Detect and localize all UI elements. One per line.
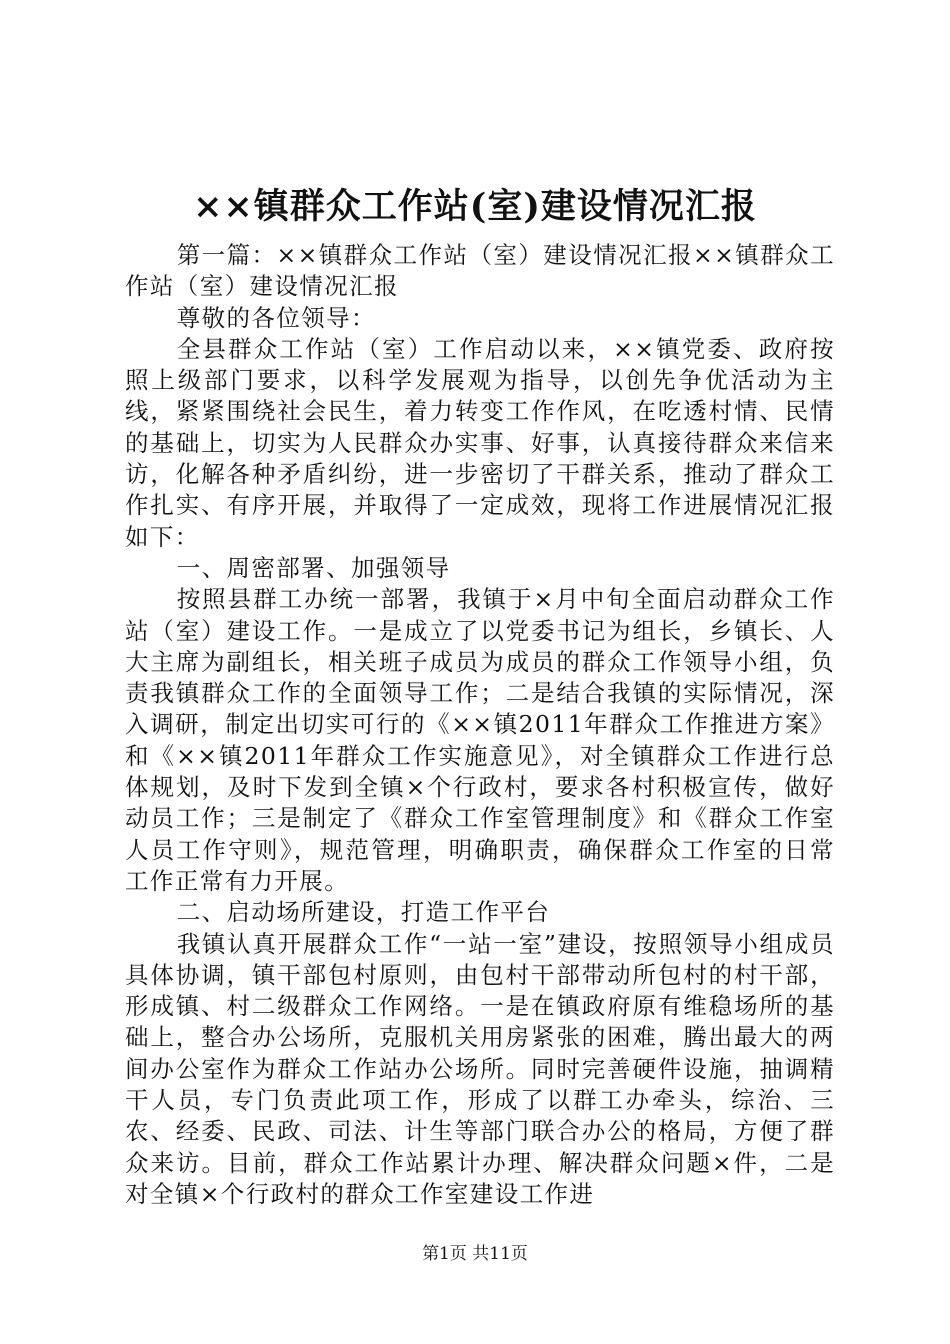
paragraph-section-2: 我镇认真开展群众工作“一站一室”建设，按照领导小组成员具体协调，镇干部包村原则，由包村干部带动所包村的村干部，形成镇、村二级群众工作网络。一是在镇政府原有维稳场所的基础上，整合办公场所，克服机关用房紧张的困难，腾出最大的两间办公室作为群众工作站办公场所。同时完善硬件设施，抽调精干人员，专门负责此项工作，形成了以群工办牵头，综治、三农、经委、民政、司法、计生等部门联合办公的格局，方便了群众来访。目前，群众工作站累计办理、解决群众问题×件，二是对全镇×个行政村的群众工作室建设工作进 xyxy=(125,929,835,1208)
document-title: ××镇群众工作站(室)建设情况汇报 xyxy=(193,186,757,227)
section-heading-1: 一、周密部署、加强领导 xyxy=(176,553,451,582)
paragraph-section-1: 按照县群工办统一部署，我镇于×月中旬全面启动群众工作站（室）建设工作。一是成立了以党委书记为组长，乡镇长、人大主席为副组长，相关班子成员为成员的群众工作领导小组，负责我镇群众工作的全面领导工作；二是结合我镇的实际情况，深入调研，制定出切实可行的《××镇2011年群众工作推进方案》和《××镇2011年群众工作实施意见》，对全镇群众工作进行总体规划，及时下发到全镇×个行政村，要求各村积极宣传，做好动员工作；三是制定了《群众工作室管理制度》和《群众工作室人员工作守则》，规范管理，明确职责，确保群众工作室的日常工作正常有力开展。 xyxy=(125,585,835,895)
page-footer: 第1页 共11页 xyxy=(422,1244,528,1264)
paragraph-intro: 全县群众工作站（室）工作启动以来，××镇党委、政府按照上级部门要求，以科学发展观为指导，以创先争优活动为主线，紧紧围绕社会民生，着力转变工作作风，在吃透村情、民情的基础上，切实为人民群众办实事、好事，认真接待群众来信来访，化解各种矛盾纠纷，进一步密切了干群关系，推动了群众工作扎实、有序开展，并取得了一定成效，现将工作进展情况汇报如下： xyxy=(125,334,835,551)
paragraph-salutation: 尊敬的各位领导： xyxy=(176,303,376,332)
section-heading-2: 二、启动场所建设，打造工作平台 xyxy=(176,898,551,927)
document-body xyxy=(125,240,835,1210)
paragraph-heading-line: 第一篇：××镇群众工作站（室）建设情况汇报××镇群众工作站（室）建设情况汇报 xyxy=(125,241,835,301)
